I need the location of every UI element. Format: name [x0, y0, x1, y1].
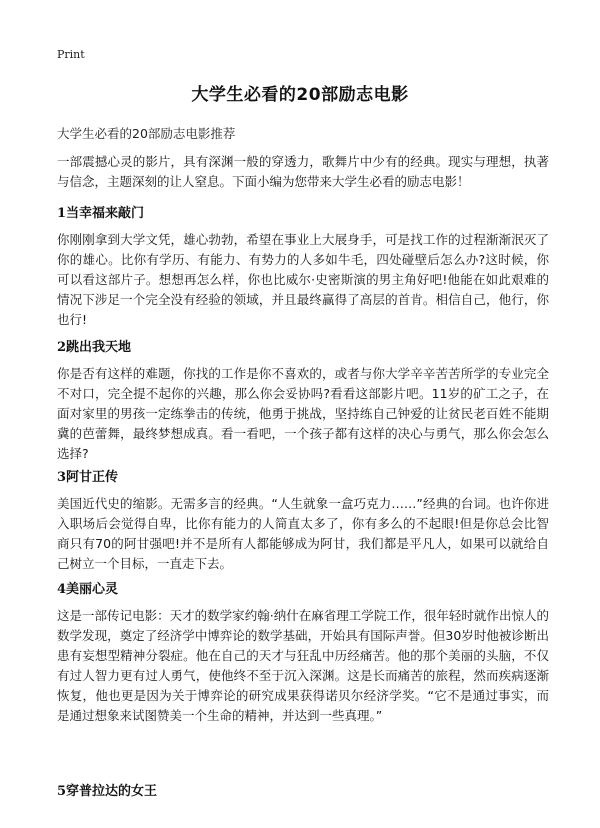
section-heading-3: 3阿甘正传 — [57, 470, 119, 485]
section-body-3: 美国近代史的缩影。无需多言的经典。“人生就象一盒巧克力……”经典的台词。也许你进入职场后会觉得自卑，比你有能力的人简直太多了，你有多么的不起眼!但是你总会比智商只有70的阿甘强吧!并不是所有人都能够成为阿甘，我们都是平凡人，如果可以就给自己树立一个目标，一直走下去。 — [57, 496, 549, 571]
section-heading-1: 1当幸福来敲门 — [57, 206, 145, 221]
section-body-2: 你是否有这样的难题，你找的工作是你不喜欢的，或者与你大学辛辛苦苦所学的专业完全不对口，完全提不起你的兴趣，那么你会妥协吗?看看这部影片吧。11岁的矿工之子，在面对家里的男孩一定练拳击的传统，他勇于挑战，坚持练自己钟爱的让贫民老百姓不能期冀的芭蕾舞，最终梦想成真。看一看吧，一个孩子都有这样的决心与勇气，那么你会怎么选择? — [57, 366, 549, 461]
subtitle: 大学生必看的20部励志电影推荐 — [57, 126, 236, 141]
section-heading-5: 5穿普拉达的女王 — [57, 784, 158, 799]
section-heading-2: 2跳出我天地 — [57, 340, 132, 355]
print-label[interactable]: Print — [57, 48, 85, 61]
intro-paragraph: 一部震撼心灵的影片，具有深渊一般的穿透力，歌舞片中少有的经典。现实与理想，执著与信念，主题深刻的让人窒息。下面小编为您带来大学生必看的励志电影！ — [57, 154, 549, 189]
section-heading-4: 4美丽心灵 — [57, 582, 119, 597]
page-title: 大学生必看的20部励志电影 — [191, 85, 409, 105]
section-body-1: 你刚刚拿到大学文凭，雄心勃勃，希望在事业上大展身手，可是找工作的过程渐渐泯灭了你的雄心。比你有学历、有能力、有势力的人多如牛毛，四处碰壁后怎么办?这时候，你可以看这部片子。想想再怎么样，你也比威尔·史密斯演的男主角好吧!他能在如此艰难的情况下涉足一个完全没有经验的领域，并且最终赢得了高层的首肯。相信自己，他行，你也行! — [57, 232, 549, 327]
section-body-4: 这是一部传记电影：天才的数学家约翰·纳什在麻省理工学院工作，很年轻时就作出惊人的数学发现，奠定了经济学中博弈论的数学基础，开始具有国际声誉。但30岁时他被诊断出患有妄想型精神分裂症。他在自己的天才与狂乱中历经痛苦。他的那个美丽的头脑，不仅有过人智力更有过人勇气，使他终不至于沉入深渊。这是长而痛苦的旅程，然而疾病逐渐恢复，他也更是因为关于博弈论的研究成果获得诺贝尔经济学奖。“它不是通过事实，而是通过想象来试图赞美一个生命的精神，并达到一些真理。” — [57, 608, 549, 723]
